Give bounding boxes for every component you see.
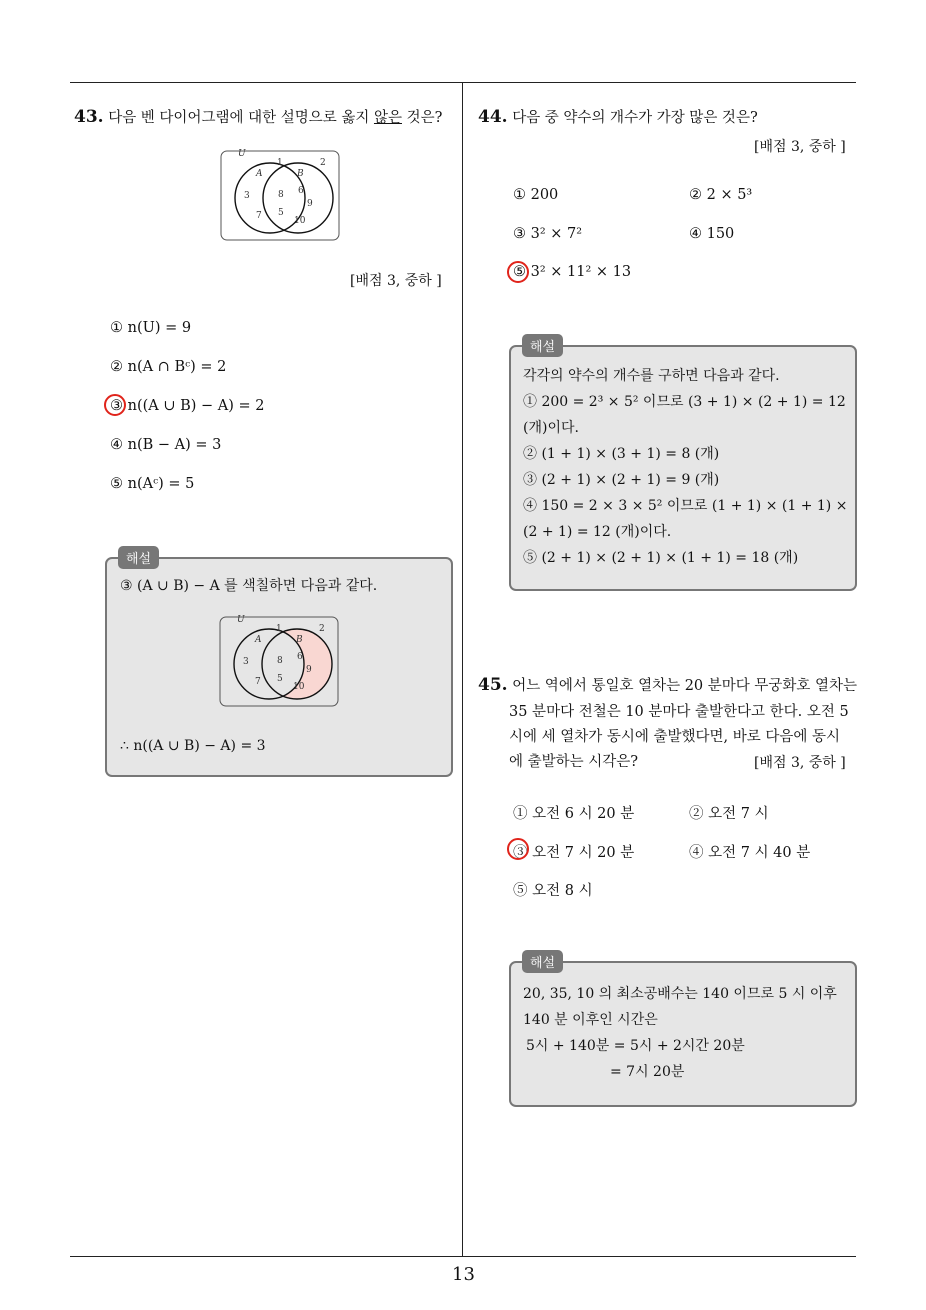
q45-solution-line: = 7시 20분: [610, 1064, 685, 1080]
venn-number: 10: [293, 682, 305, 692]
top-rule: [70, 82, 856, 83]
q45-stem: [478, 672, 857, 700]
venn-label-b: B: [297, 169, 304, 179]
q43-text-after: 것은?: [401, 110, 443, 126]
q44-solution-line: 각각의 약수의 개수를 구하면 다음과 같다.: [523, 368, 780, 384]
q45-solution-tag: 해설: [522, 950, 563, 973]
q45-solution-line: 140 분 이후인 시간은: [523, 1012, 658, 1028]
q45-option-4[interactable]: ④ 오전 7 시 40 분: [689, 845, 811, 861]
q43-stem: [74, 104, 459, 132]
venn-number: 5: [278, 208, 284, 218]
q44-option-2[interactable]: ② 2 × 5³: [689, 187, 753, 203]
venn-label-u: U: [237, 615, 245, 625]
q44-stem: [478, 104, 758, 132]
q44-solution-tag: 해설: [522, 334, 563, 357]
venn-number: 2: [319, 624, 325, 634]
q45-option-2[interactable]: ② 오전 7 시: [689, 806, 769, 822]
q45-option-3[interactable]: ③ 오전 7 시 20 분: [513, 845, 635, 861]
venn-number: 8: [278, 190, 284, 200]
q43-option-4[interactable]: ④ n(B − A) = 3: [110, 437, 222, 453]
q44-solution-line: ⑤ (2 + 1) × (2 + 1) × (1 + 1) = 18 (개): [523, 550, 799, 566]
q44-option-3[interactable]: ③ 3² × 7²: [513, 226, 583, 242]
venn-number: 6: [297, 652, 303, 662]
q44-points: [배점 3, 중하 ]: [754, 139, 846, 155]
venn-number: 7: [256, 211, 262, 221]
q44-solution-line: ② (1 + 1) × (3 + 1) = 8 (개): [523, 446, 720, 462]
q45-number: 45.: [478, 675, 508, 695]
venn-number: 3: [244, 191, 250, 201]
bottom-rule: [70, 1256, 856, 1257]
q43-option-3[interactable]: ③ n((A ∪ B) − A) = 2: [110, 398, 265, 414]
q43-venn-diagram: [220, 148, 342, 243]
q44-solution-line: ③ (2 + 1) × (2 + 1) = 9 (개): [523, 472, 720, 488]
q43-solution-venn: [219, 614, 341, 709]
q43-text-underline: 않은: [373, 110, 402, 126]
venn-label-a: A: [255, 635, 262, 645]
q45-line-4: 에 출발하는 시각은?: [509, 754, 639, 770]
q45-line-3: 시에 세 열차가 동시에 출발했다면, 바로 다음에 동시: [509, 729, 841, 745]
venn-number: 10: [294, 216, 306, 226]
venn-number: 1: [276, 624, 282, 634]
q44-option-1[interactable]: ① 200: [513, 187, 559, 203]
venn-label-b: B: [296, 635, 303, 645]
q44-solution-line: (2 + 1) = 12 (개)이다.: [523, 524, 672, 540]
q44-solution-line: ① 200 = 2³ × 5² 이므로 (3 + 1) × (2 + 1) = 12: [523, 394, 846, 410]
q43-solution-tag: 해설: [118, 546, 159, 569]
q45-solution-line: 5시 + 140분 = 5시 + 2시간 20분: [526, 1038, 745, 1054]
q45-solution-line: 20, 35, 10 의 최소공배수는 140 이므로 5 시 이후: [523, 986, 837, 1002]
venn-number: 7: [255, 677, 261, 687]
q44-text: 다음 중 약수의 개수가 가장 많은 것은?: [512, 110, 758, 126]
venn-number: 9: [307, 199, 313, 209]
q43-number: 43.: [74, 107, 104, 127]
q44-number: 44.: [478, 107, 508, 127]
q44-option-4[interactable]: ④ 150: [689, 226, 735, 242]
q44-answer-mark: [507, 261, 529, 283]
q43-option-1[interactable]: ① n(U) = 9: [110, 320, 192, 336]
q44-option-5[interactable]: ⑤ 3² × 11² × 13: [513, 264, 632, 280]
q45-option-5[interactable]: ⑤ 오전 8 시: [513, 883, 593, 899]
venn-number: 8: [277, 656, 283, 666]
venn-number: 1: [277, 158, 283, 168]
page-number: 13: [452, 1264, 475, 1285]
q43-points: [배점 3, 중하 ]: [350, 273, 442, 289]
q45-points: [배점 3, 중하 ]: [754, 755, 846, 771]
venn-label-u: U: [238, 149, 246, 159]
q44-solution-line: (개)이다.: [523, 420, 579, 436]
q43-answer-mark: [104, 394, 126, 416]
venn-number: 6: [298, 186, 304, 196]
venn-number: 3: [243, 657, 249, 667]
q45-option-1[interactable]: ① 오전 6 시 20 분: [513, 806, 635, 822]
venn-number: 9: [306, 665, 312, 675]
q45-answer-mark: [507, 838, 529, 860]
venn-number: 2: [320, 158, 326, 168]
column-divider: [462, 82, 463, 1257]
q43-solution-line: ③ (A ∪ B) − A 를 색칠하면 다음과 같다.: [120, 578, 378, 594]
venn-label-a: A: [256, 169, 263, 179]
q43-text-before: 다음 벤 다이어그램에 대한 설명으로 옳지: [108, 110, 374, 126]
q45-line-1: 어느 역에서 통일호 열차는 20 분마다 무궁화호 열차는: [512, 678, 858, 694]
q44-solution-line: ④ 150 = 2 × 3 × 5² 이므로 (1 + 1) × (1 + 1) ×: [523, 498, 848, 514]
q43-solution-conclusion: ∴ n((A ∪ B) − A) = 3: [120, 738, 266, 754]
q43-option-2[interactable]: ② n(A ∩ Bᶜ) = 2: [110, 359, 227, 375]
q43-option-5[interactable]: ⑤ n(Aᶜ) = 5: [110, 476, 195, 492]
q45-line-2: 35 분마다 전철은 10 분마다 출발한다고 한다. 오전 5: [509, 704, 849, 720]
venn-number: 5: [277, 674, 283, 684]
